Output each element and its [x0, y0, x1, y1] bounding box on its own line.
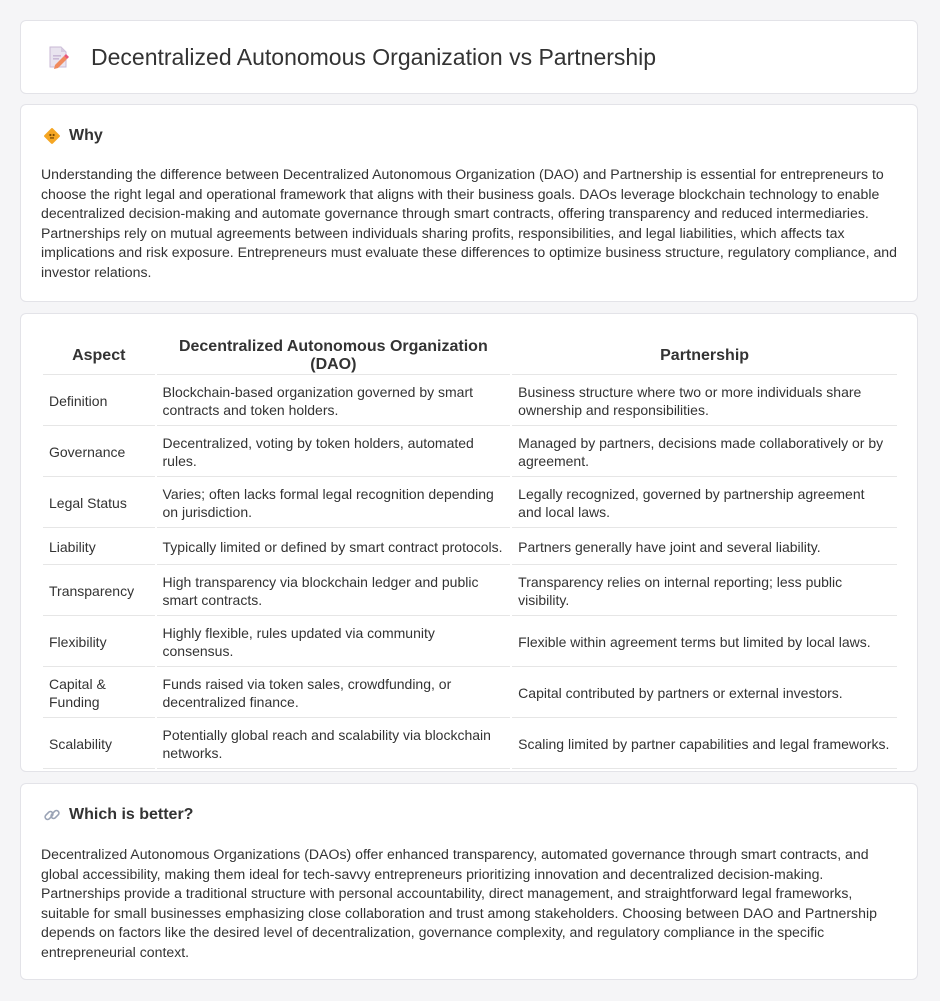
cell-partnership: Partners generally have joint and several liability. — [512, 530, 897, 565]
cell-partnership: Flexible within agreement terms but limited by local laws. — [512, 618, 897, 667]
cell-aspect: Scalability — [43, 720, 155, 769]
cell-partnership: Capital contributed by partners or external investors. — [512, 669, 897, 718]
cell-partnership: Business structure where two or more individuals share ownership and responsibilities. — [512, 377, 897, 426]
table-row — [43, 428, 897, 477]
cell-dao: Highly flexible, rules updated via community consensus. — [157, 618, 511, 667]
why-title: Why — [69, 127, 103, 144]
table-row — [43, 669, 897, 718]
table-row — [43, 618, 897, 667]
better-title: Which is better? — [69, 806, 194, 823]
cell-aspect: Definition — [43, 377, 155, 426]
why-text: Understanding the difference between Decentralized Autonomous Organization (DAO) and Partnership is essential for entrepreneurs to choose the right legal and operational framework that aligns with their business goals. DAOs leverage blockchain technology to enable decentralized decision-making and automate governance through smart contracts, offering transparency and reduced intermediaries. Partnerships rely on mutual agreements between individuals sharing profits, responsibilities, and legal liabilities, which affects tax implications and risk exposure. Entrepreneurs must evaluate these differences to optimize business structure, regulatory compliance, and investor relations. — [41, 166, 897, 280]
page-title: Decentralized Autonomous Organization vs Partnership — [91, 43, 657, 70]
comparison-table-card — [20, 313, 918, 772]
header-aspect: Aspect — [43, 336, 155, 375]
cell-dao: Funds raised via token sales, crowdfunding, or decentralized finance. — [157, 669, 511, 718]
cell-dao: Potentially global reach and scalability via blockchain networks. — [157, 720, 511, 769]
cell-partnership: Legally recognized, governed by partnership agreement and local laws. — [512, 479, 897, 528]
table-header-row — [43, 336, 897, 375]
cell-partnership: Scaling limited by partner capabilities and legal frameworks. — [512, 720, 897, 769]
table-row — [43, 720, 897, 769]
why-section — [20, 104, 918, 302]
table-row — [43, 567, 897, 616]
document-edit-icon — [45, 44, 71, 70]
cell-dao: Decentralized, voting by token holders, automated rules. — [157, 428, 511, 477]
cell-aspect: Flexibility — [43, 618, 155, 667]
cell-aspect: Governance — [43, 428, 155, 477]
table-row — [43, 479, 897, 528]
header-card — [20, 20, 918, 94]
cell-partnership: Managed by partners, decisions made collaboratively or by agreement. — [512, 428, 897, 477]
comparison-table — [41, 334, 899, 771]
cell-dao: High transparency via blockchain ledger and public smart contracts. — [157, 567, 511, 616]
which-is-better-section — [20, 783, 918, 980]
table-row — [43, 530, 897, 565]
cell-dao: Blockchain-based organization governed by smart contracts and token holders. — [157, 377, 511, 426]
link-icon — [43, 806, 61, 824]
diamond-sign-icon — [43, 127, 61, 145]
cell-aspect: Capital & Funding — [43, 669, 155, 718]
cell-aspect: Transparency — [43, 567, 155, 616]
cell-dao: Typically limited or defined by smart contract protocols. — [157, 530, 511, 565]
header-dao: Decentralized Autonomous Organization (DAO) — [157, 336, 511, 375]
cell-dao: Varies; often lacks formal legal recognition depending on jurisdiction. — [157, 479, 511, 528]
cell-aspect: Legal Status — [43, 479, 155, 528]
better-text: Decentralized Autonomous Organizations (DAOs) offer enhanced transparency, automated governance through smart contracts, and global accessibility, making them ideal for tech-savvy entrepreneurs prioritizing innovation and decentralized decision-making. Partnerships provide a traditional structure with personal accountability, direct management, and straightforward legal frameworks, suitable for small businesses emphasizing close collaboration and trust among stakeholders. Choosing between DAO and Partnership depends on factors like the desired level of decentralization, governance complexity, and regulatory compliance in the specific entrepreneurial context. — [41, 846, 877, 960]
table-row — [43, 377, 897, 426]
cell-partnership: Transparency relies on internal reporting; less public visibility. — [512, 567, 897, 616]
cell-aspect: Liability — [43, 530, 155, 565]
header-partnership: Partnership — [512, 336, 897, 375]
